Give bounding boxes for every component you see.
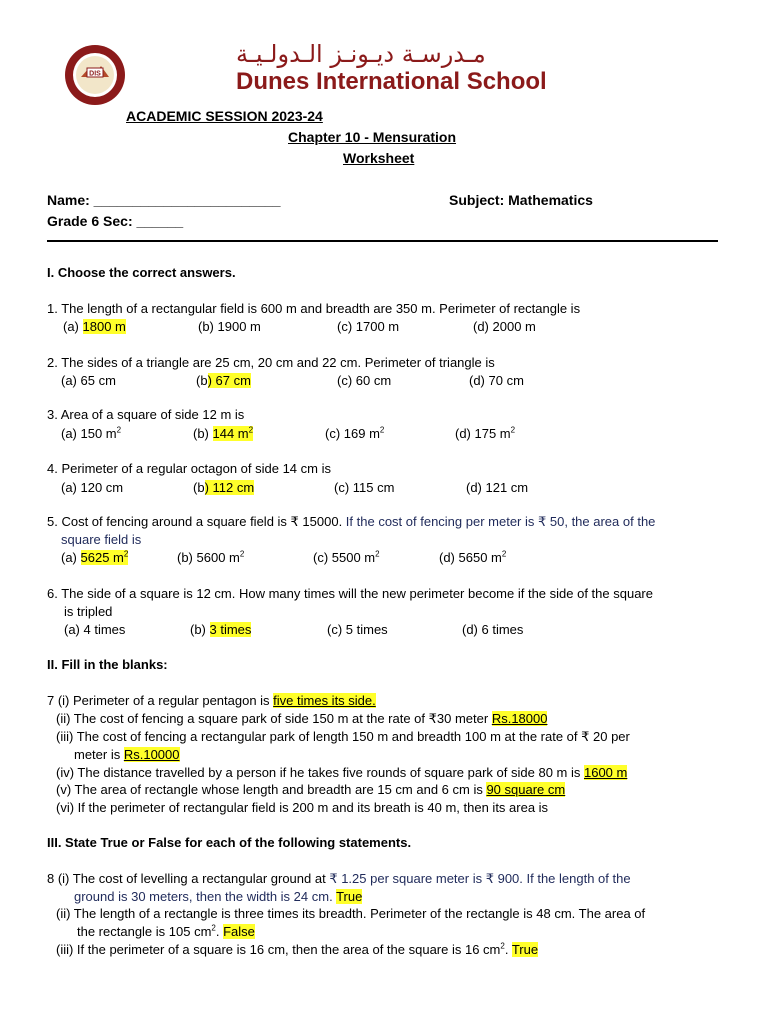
- q2-option-a: (a) 65 cm: [61, 373, 116, 388]
- q1-text: 1. The length of a rectangular field is 600 m and breadth are 350 m. Perimeter of rectangle is: [47, 301, 581, 316]
- q1-option-c: (c) 1700 m: [337, 319, 400, 334]
- fill-blank-i: 7 (i) Perimeter of a regular pentagon is five times its side.: [47, 693, 376, 708]
- q1-option-d: (d) 2000 m: [473, 319, 536, 334]
- q4-option-c: (c) 115 cm: [334, 480, 395, 495]
- logo-initials: DIS: [89, 70, 101, 78]
- grade-section-field: Grade 6 Sec: ______: [47, 213, 184, 229]
- section3-title: III. State True or False for each of the following statements.: [47, 835, 412, 850]
- q6-option-c: (c) 5 times: [327, 622, 388, 637]
- fill-blank-vi: (vi) If the perimeter of rectangular field is 200 m and its breath is 40 m, then its area is: [56, 800, 549, 815]
- q3-option-c: (c) 169 $m^2$: [325, 425, 385, 441]
- school-logo: [64, 44, 126, 106]
- q4-option-a: (a) 120 cm: [61, 480, 124, 495]
- q5-text-cont: square field is: [61, 532, 142, 547]
- q1-option-b: (b) 1900 m: [198, 319, 261, 334]
- fill-blank-iii-cont: meter is Rs.10000: [74, 747, 180, 762]
- q5-option-b: (b) 5600 $m^2$: [177, 549, 245, 565]
- q5-option-d: (d) 5650 $m^2$: [439, 549, 507, 565]
- q5-option-c: (c) 5500 $m^2$: [313, 549, 380, 565]
- academic-session: ACADEMIC SESSION 2023-24: [126, 108, 323, 124]
- chapter-title: Chapter 10 - Mensuration: [288, 129, 457, 145]
- section1-title: I. Choose the correct answers.: [47, 265, 236, 280]
- school-name-arabic: مـدرسـة ديـونـز الـدولـيـة: [236, 40, 486, 68]
- q6-option-b: (b) 3 times: [190, 622, 252, 637]
- q2-option-c: (c) 60 cm: [337, 373, 392, 388]
- q3-option-b: (b) 144 $m^2$: [193, 425, 254, 441]
- q4-option-d: (d) 121 cm: [466, 480, 529, 495]
- q6-option-a: (a) 4 times: [64, 622, 126, 637]
- header-divider: [47, 240, 718, 242]
- tf-statement-ii: (ii) The length of a rectangle is three times its breadth. Perimeter of the rectangle is 48 cm. The area of: [56, 906, 646, 921]
- tf-statement-iii: (iii) If the perimeter of a square is 16 cm, then the area of the square is 16 $cm^2$. True: [56, 941, 539, 957]
- q5-option-a: (a) 5625 $m^2$: [61, 549, 129, 565]
- q2-option-b: (b) 67 cm: [196, 373, 251, 388]
- tf-statement-ii-cont: the rectangle is 105 $cm^2$. False: [77, 923, 255, 939]
- q1-option-a: (a) 1800 m: [63, 319, 126, 334]
- tf-statement-i-cont: ground is 30 meters, then the width is 24 cm. True: [74, 889, 363, 904]
- q2-option-d: (d) 70 cm: [469, 373, 524, 388]
- name-field: Name: ________________________: [47, 192, 281, 208]
- q5-text: 5. Cost of fencing around a square field is ₹ 15000. If the cost of fencing per meter is ₹ 50, the area of the: [47, 514, 656, 529]
- q4-text: 4. Perimeter of a regular octagon of side 14 cm is: [47, 461, 331, 476]
- q6-option-d: (d) 6 times: [462, 622, 524, 637]
- subject-label: Subject: Mathematics: [449, 192, 593, 208]
- tf-statement-i: 8 (i) The cost of levelling a rectangular ground at ₹ 1.25 per square meter is ₹ 900. If the length of the: [47, 871, 631, 886]
- section2-title: II. Fill in the blanks:: [47, 657, 168, 672]
- q2-text: 2. The sides of a triangle are 25 cm, 20 cm and 22 cm. Perimeter of triangle is: [47, 355, 495, 370]
- fill-blank-ii: (ii) The cost of fencing a square park of side 150 m at the rate of ₹30 meter Rs.18000: [56, 711, 548, 726]
- q3-option-d: (d) 175 $m^2$: [455, 425, 516, 441]
- q6-text: 6. The side of a square is 12 cm. How many times will the new perimeter become if the side of the square: [47, 586, 653, 601]
- worksheet-title: Worksheet: [343, 150, 415, 166]
- q6-text-cont: is tripled: [64, 604, 113, 619]
- fill-blank-iii: (iii) The cost of fencing a rectangular park of length 150 m and breadth 100 m at the rate of ₹ 20 per: [56, 729, 630, 744]
- school-name: Dunes International School: [236, 68, 547, 95]
- fill-blank-v: (v) The area of rectangle whose length and breadth are 15 cm and 6 cm is 90 square cm: [56, 782, 566, 797]
- fill-blank-iv: (iv) The distance travelled by a person if he takes five rounds of square park of side 80 m is 1600 m: [56, 765, 628, 780]
- q3-text: 3. Area of a square of side 12 m is: [47, 407, 245, 422]
- q3-option-a: (a) 150 $m^2$: [61, 425, 122, 441]
- q4-option-b: (b) 112 cm: [193, 480, 255, 495]
